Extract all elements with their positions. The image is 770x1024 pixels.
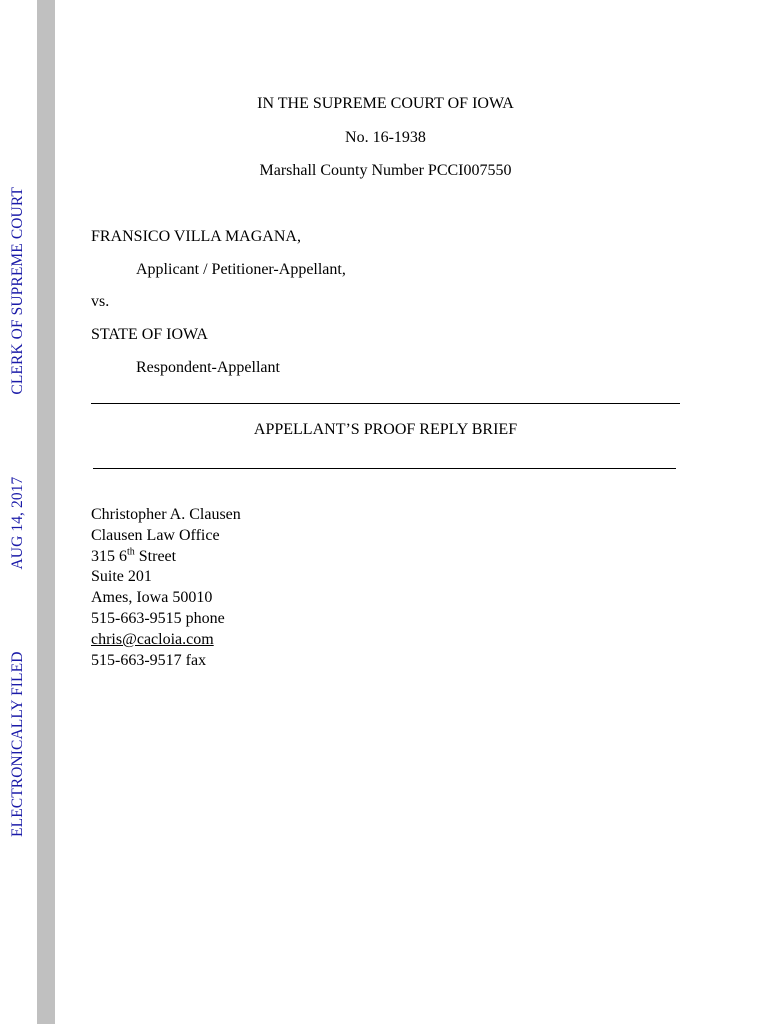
title-top-rule <box>91 403 680 404</box>
counsel-firm: Clausen Law Office <box>91 526 220 544</box>
respondent-name: STATE OF IOWA <box>91 326 208 343</box>
versus-text: vs. <box>91 293 110 310</box>
stamp-date-text: AUG 14, 2017 <box>9 476 26 570</box>
counsel-street <box>91 547 241 568</box>
counsel-phone: 515-663-9515 phone <box>91 609 225 627</box>
street-ordinal-suffix: th <box>127 546 135 558</box>
applicant-role: Applicant / Petitioner-Appellant, <box>136 261 346 278</box>
counsel-email-link[interactable]: chris@cacloia.com <box>91 630 214 648</box>
stamp-clerk-text: CLERK OF SUPREME COURT <box>9 187 26 395</box>
street-number: 315 6 <box>91 547 127 565</box>
counsel-address-block <box>91 505 241 671</box>
case-number: No. 16-1938 <box>345 129 426 146</box>
county-number: Marshall County Number PCCI007550 <box>259 162 512 179</box>
court-heading: IN THE SUPREME COURT OF IOWA <box>257 95 514 112</box>
respondent-role: Respondent-Appellant <box>136 359 280 376</box>
applicant-name: FRANSICO VILLA MAGANA, <box>91 228 301 245</box>
stamp-filed-text: ELECTRONICALLY FILED <box>9 651 26 837</box>
filing-margin-strip <box>37 0 55 1024</box>
title-bottom-rule <box>93 468 676 469</box>
counsel-city: Ames, Iowa 50010 <box>91 589 213 607</box>
counsel-fax: 515-663-9517 fax <box>91 651 207 669</box>
counsel-name: Christopher A. Clausen <box>91 506 241 523</box>
document-title: APPELLANT’S PROOF REPLY BRIEF <box>253 421 518 438</box>
street-name: Street <box>134 547 177 565</box>
counsel-suite: Suite 201 <box>91 568 152 586</box>
